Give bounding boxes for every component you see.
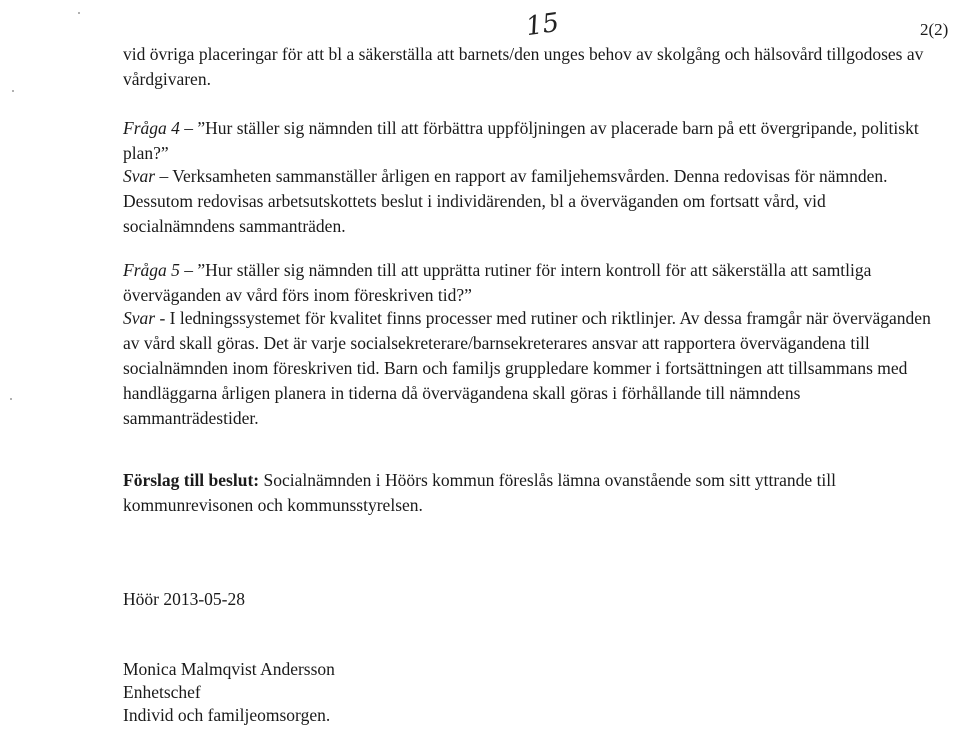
handwritten-page-mark: 15 [524, 7, 562, 43]
intro-text: vid övriga placeringar för att bl a säkerställa att barnets/den unges behov av skolgång och hälsovård tillgodoses av vårdgivaren. [123, 44, 924, 89]
signatory-title: Enhetschef [123, 682, 201, 702]
signatory-name: Monica Malmqvist Andersson [123, 659, 335, 679]
proposal-label: Förslag till beslut: [123, 470, 260, 490]
place-date: Höör 2013-05-28 [123, 589, 245, 609]
signature-block [123, 658, 335, 727]
answer-5-label: Svar [123, 308, 156, 328]
question-5-paragraph [123, 258, 938, 308]
scan-speck [12, 90, 14, 92]
answer-4-label: Svar [123, 166, 156, 186]
scan-speck [10, 398, 12, 400]
answer-4-paragraph [123, 164, 938, 239]
question-4-paragraph [123, 116, 938, 166]
answer-5-paragraph [123, 306, 938, 431]
question-5-text: – ”Hur ställer sig nämnden till att upprätta rutiner för intern kontroll för att säkerställa att samtliga överväganden av vård förs inom föreskriven tid?” [123, 260, 872, 305]
answer-5-text: - I ledningssystemet för kvalitet finns processer med rutiner och riktlinjer. Av dessa framgår när överväganden av vård skall göras. Det är varje socialsekreterare/barnsekreterares ansvar att rapportera övervägandena till socialnämnden inom föreskriven tid. Barn och familjs gruppledare kommer i fortsättningen att tillsammans med handläggarna årligen planera in tiderna då övervägandena skall göras i förhållande till nämndens sammanträdestider. [123, 308, 931, 428]
proposal-paragraph [123, 468, 938, 518]
scan-speck [78, 12, 80, 14]
question-4-text: – ”Hur ställer sig nämnden till att förbättra uppföljningen av placerade barn på ett övergripande, politiskt plan?” [123, 118, 919, 163]
signatory-department: Individ och familjeomsorgen. [123, 705, 331, 725]
intro-paragraph [123, 42, 938, 92]
answer-4-text: – Verksamheten sammanställer årligen en rapport av familjehemsvården. Denna redovisas för nämnden. Dessutom redovisas arbetsutskottets beslut i individärenden, bl a överväganden om fortsatt vård, vid socialnämndens sammanträden. [123, 166, 888, 236]
question-5-label: Fråga 5 [123, 260, 180, 280]
page-number: 2(2) [920, 20, 949, 39]
question-4-label: Fråga 4 [123, 118, 180, 138]
proposal-text: Socialnämnden i Höörs kommun föreslås lämna ovanstående som sitt yttrande till kommunrevisonen och kommunsstyrelsen. [123, 470, 837, 515]
